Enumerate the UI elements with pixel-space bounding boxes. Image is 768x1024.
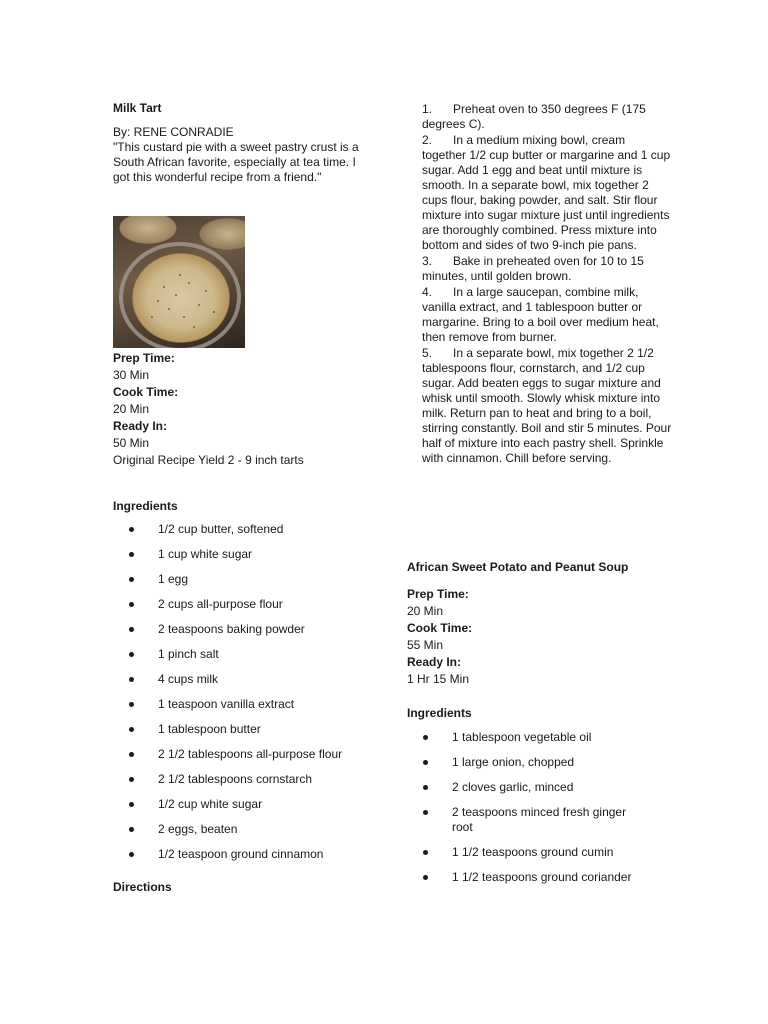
- recipe-yield: Original Recipe Yield 2 - 9 inch tarts: [113, 453, 304, 467]
- bullet-icon: [129, 752, 134, 757]
- directions-heading: Directions: [113, 880, 172, 894]
- ingredient-text: 2 eggs, beaten: [158, 822, 238, 836]
- ingredient-text: 1 pinch salt: [158, 647, 219, 661]
- milk-tart-photo: [113, 216, 245, 348]
- recipe-title: Milk Tart: [113, 101, 162, 115]
- bullet-icon: [423, 760, 428, 765]
- step-text: Preheat oven to 350 degrees F (175 degrees C).: [422, 102, 646, 131]
- ingredient-text: 1 teaspoon vanilla extract: [158, 697, 295, 711]
- direction-step: [422, 133, 672, 253]
- soup-ingredients-heading: Ingredients: [407, 706, 472, 720]
- prep-time-label: Prep Time:: [113, 351, 175, 365]
- list-item: [113, 822, 375, 837]
- soup-cook-time-label: Cook Time:: [407, 621, 473, 635]
- bullet-icon: [423, 810, 428, 815]
- list-item: [113, 747, 375, 762]
- list-item: [113, 547, 375, 562]
- ingredient-text: 1 1/2 teaspoons ground cumin: [452, 845, 614, 859]
- ingredient-text: 2 cloves garlic, minced: [452, 780, 574, 794]
- ingredient-text: 2 teaspoons minced fresh ginger root: [452, 805, 627, 834]
- ingredient-text: 1/2 teaspoon ground cinnamon: [158, 847, 324, 861]
- ingredient-text: 2 teaspoons baking powder: [158, 622, 305, 636]
- bullet-icon: [129, 677, 134, 682]
- ingredients-heading: Ingredients: [113, 499, 178, 513]
- ingredient-text: 2 cups all-purpose flour: [158, 597, 283, 611]
- bullet-icon: [423, 735, 428, 740]
- list-item: [407, 755, 642, 770]
- soup-prep-time-value: 20 Min: [407, 604, 444, 618]
- step-number: 5.: [422, 346, 433, 360]
- soup-ready-in-label: Ready In:: [407, 655, 462, 669]
- step-text: In a separate bowl, mix together 2 1/2 tablespoons flour, cornstarch, and 1/2 cup sugar. Add beaten eggs to sugar mixture and whisk until smooth. Slowly whisk mixture into milk. Return pan to heat and bring to a boil, stirring constantly. Boil and stir 5 minutes. Pour half of mixture into each pastry shell. Sprinkle with cinnamon. Chill before serving.: [422, 346, 672, 465]
- bullet-icon: [129, 527, 134, 532]
- step-text: In a large saucepan, combine milk, vanilla extract, and 1 tablespoon butter or margarine. Bring to a boil over medium heat, then remove from burner.: [422, 285, 659, 344]
- list-item: [407, 780, 642, 795]
- bullet-icon: [129, 627, 134, 632]
- soup-ingredients-list: [407, 730, 642, 895]
- bullet-icon: [129, 727, 134, 732]
- pie-pan-rim: [119, 242, 241, 348]
- recipe-byline: By: RENE CONRADIE: [113, 125, 234, 139]
- direction-step: [422, 285, 672, 345]
- bullet-icon: [423, 875, 428, 880]
- list-item: [113, 647, 375, 662]
- list-item: [113, 597, 375, 612]
- directions-list: [422, 102, 672, 467]
- direction-step: [422, 254, 672, 284]
- bullet-icon: [129, 602, 134, 607]
- recipe-description: "This custard pie with a sweet pastry crust is a South African favorite, especially at tea time. I got this wonderful recipe from a friend.": [113, 140, 359, 184]
- bullet-icon: [129, 827, 134, 832]
- ingredient-text: 1/2 cup butter, softened: [158, 522, 284, 536]
- list-item: [113, 622, 375, 637]
- direction-step: [422, 102, 672, 132]
- ingredient-text: 1 egg: [158, 572, 189, 586]
- ready-in-value: 50 Min: [113, 436, 150, 450]
- cook-time-label: Cook Time:: [113, 385, 179, 399]
- ingredient-text: 1 tablespoon butter: [158, 722, 261, 736]
- bullet-icon: [129, 702, 134, 707]
- ingredient-text: 2 1/2 tablespoons all-purpose flour: [158, 747, 343, 761]
- ingredient-text: 1 1/2 teaspoons ground coriander: [452, 870, 632, 884]
- list-item: [113, 797, 375, 812]
- ingredient-text: 1 large onion, chopped: [452, 755, 575, 769]
- step-number: 2.: [422, 133, 433, 147]
- soup-cook-time-value: 55 Min: [407, 638, 444, 652]
- list-item: [113, 522, 375, 537]
- direction-step: [422, 346, 672, 466]
- soup-ready-in-value: 1 Hr 15 Min: [407, 672, 470, 686]
- list-item: [407, 870, 642, 885]
- bullet-icon: [129, 577, 134, 582]
- ingredient-text: 1 tablespoon vegetable oil: [452, 730, 592, 744]
- ingredient-text: 1 cup white sugar: [158, 547, 253, 561]
- list-item: [113, 672, 375, 687]
- list-item: [113, 572, 375, 587]
- ingredient-text: 1/2 cup white sugar: [158, 797, 263, 811]
- bullet-icon: [129, 652, 134, 657]
- ingredient-text: 4 cups milk: [158, 672, 219, 686]
- bullet-icon: [129, 552, 134, 557]
- list-item: [113, 722, 375, 737]
- step-text: Bake in preheated oven for 10 to 15 minutes, until golden brown.: [422, 254, 644, 283]
- bullet-icon: [423, 785, 428, 790]
- list-item: [113, 697, 375, 712]
- ingredient-text: 2 1/2 tablespoons cornstarch: [158, 772, 313, 786]
- step-number: 4.: [422, 285, 433, 299]
- cook-time-value: 20 Min: [113, 402, 150, 416]
- list-item: [407, 805, 642, 835]
- list-item: [113, 772, 375, 787]
- list-item: [113, 847, 375, 862]
- step-number: 3.: [422, 254, 433, 268]
- bullet-icon: [129, 777, 134, 782]
- ready-in-label: Ready In:: [113, 419, 168, 433]
- step-text: In a medium mixing bowl, cream together 1/2 cup butter or margarine and 1 cup sugar. Add 1 egg and beat until mixture is smooth. In a separate bowl, mix together 2 cups flour, baking powder, and salt. Stir flour mixture into sugar mixture just until ingredients are thoroughly combined. Press mixture into bottom and sides of two 9-inch pie pans.: [422, 133, 671, 252]
- recipe-times: [113, 350, 304, 469]
- bullet-icon: [129, 852, 134, 857]
- prep-time-value: 30 Min: [113, 368, 150, 382]
- ingredients-list: [113, 522, 375, 872]
- step-number: 1.: [422, 102, 433, 116]
- bullet-icon: [423, 850, 428, 855]
- list-item: [407, 730, 642, 745]
- bullet-icon: [129, 802, 134, 807]
- soup-times: [407, 586, 472, 688]
- soup-recipe-title: African Sweet Potato and Peanut Soup: [407, 560, 629, 574]
- list-item: [407, 845, 642, 860]
- soup-prep-time-label: Prep Time:: [407, 587, 469, 601]
